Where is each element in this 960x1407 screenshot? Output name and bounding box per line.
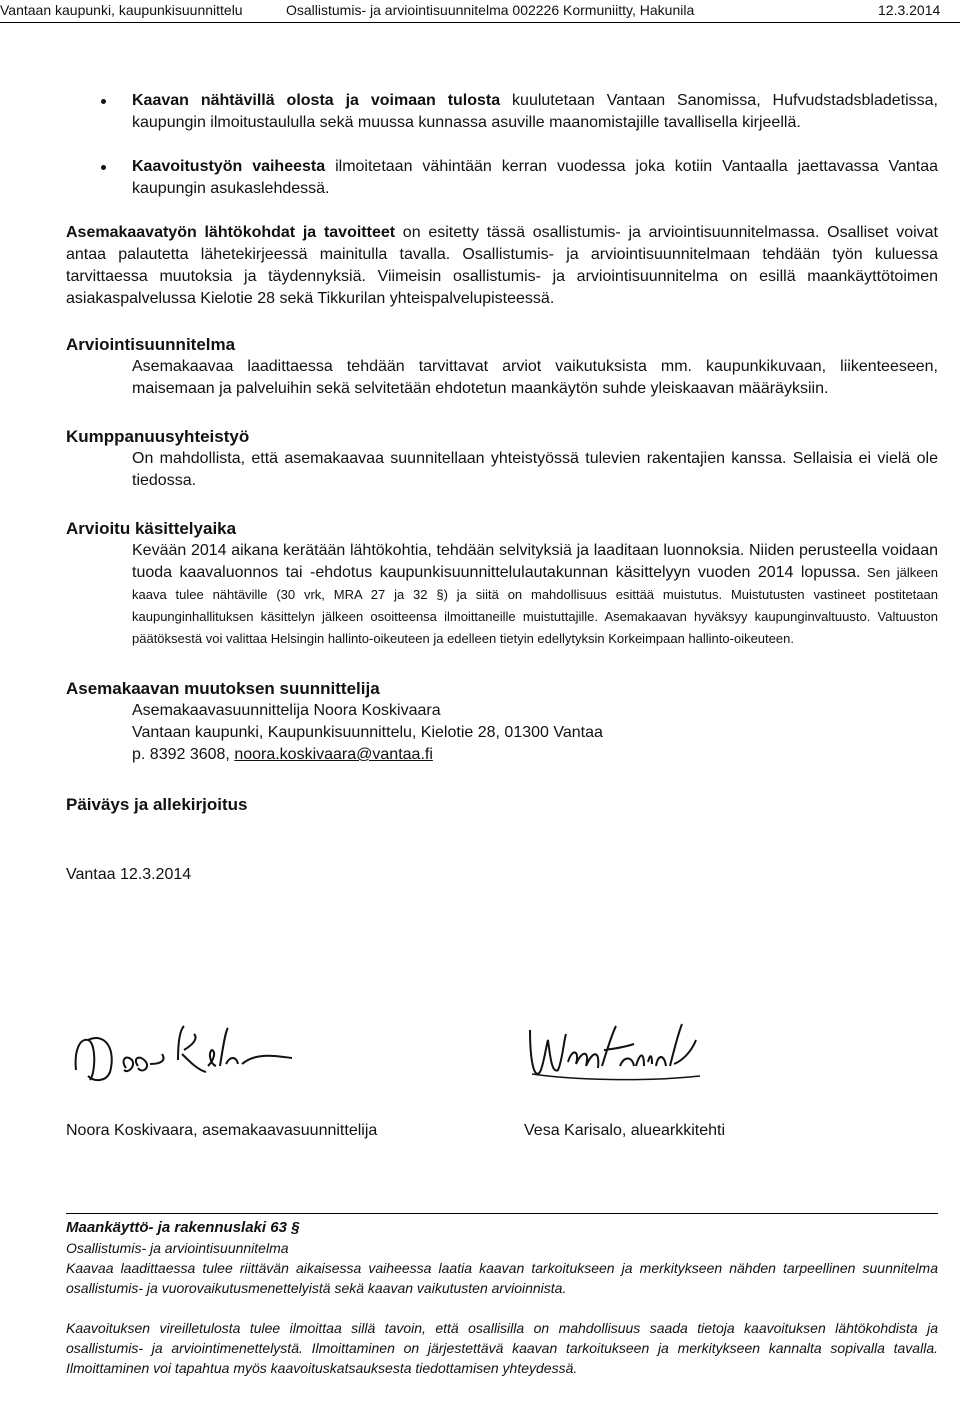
- aikataulu-text: Kevään 2014 aikana kerätään lähtökohtia, tehdään selvityksiä ja laaditaan luonnoksia. Niiden perusteella voidaan tuoda kaavaluonnos tai -ehdotus kaupunkisuunnittelulautakunnan käsittelyyn vuoden 2014 lopussa.: [132, 542, 938, 581]
- law-paragraph-1: Kaavaa laadittaessa tulee riittävän aikaisessa vaiheessa laatia kaavan tarkoitukseen ja merkitykseen nähden tarpeellinen suunnitelma osallistumis- ja vuorovaikutusmenettelyistä sekä kaavan vaikutusten arvioinnista.: [66, 1260, 938, 1296]
- suunnittelija-heading: Asemakaavan muutoksen suunnittelija: [66, 679, 380, 698]
- bullet-item: [66, 156, 938, 200]
- signature-area: [66, 1010, 938, 1150]
- law-footer: [66, 1213, 938, 1378]
- contact-email-link[interactable]: noora.koskivaara@vantaa.fi: [234, 746, 433, 763]
- contact-name: Asemakaavasuunnittelija Noora Koskivaara: [132, 702, 441, 719]
- bullet-text: ilmoitetaan vähintään kerran vuodessa joka kotiin Vantaalla jaettavassa Vantaa kaupungin asukaslehdessä.: [132, 158, 939, 197]
- law-title: Maankäyttö- ja rakennuslaki 63 §: [66, 1219, 300, 1236]
- arviointi-heading: Arviointisuunnitelma: [66, 335, 236, 354]
- header-doc-title: Osallistumis- ja arviointisuunnitelma 002226 Kormuniitty, Hakunila: [286, 2, 695, 18]
- header-date: 12.3.2014: [878, 2, 941, 18]
- arviointi-text: Asemakaavaa laadittaessa tehdään tarvittavat arviot vaikutuksista mm. kaupunkikuvaan, liikenteeseen, maisemaan ja palveluihin sekä selvitetään ehdotetun maankäytön suhde yleiskaavan määräyksiin.: [132, 358, 938, 397]
- bullet-text: kuulutetaan Vantaan Sanomissa, Hufvudstadsbladetissa, kaupungin ilmoitustaululla sekä muussa kunnassa asuville maanomistajille tavallisella kirjeellä.: [132, 92, 938, 131]
- aikataulu-small-text: Sen jälkeen kaava tulee nähtäville (30 vrk, MRA 27 ja 32 §) ja siitä on mahdollisuus esittää muistutus. Muistutusten vastineet postitetaan kaupunginhallituksen käsittelyn jälkeen osoitteensa ilmoittaneille muistuttajille. Asemakaavan hyväksyy kaupunginvaltuusto. Valtuuston päätöksestä voi valittaa Helsingin hallinto-oikeuteen ja edelleen tietyin edellytyksin Korkeimpaan hallinto-oikeuteen.: [132, 565, 938, 646]
- contact-address: Vantaan kaupunki, Kaupunkisuunnittelu, Kielotie 28, 01300 Vantaa: [132, 724, 603, 741]
- contact-phone: p. 8392 3608,: [132, 746, 235, 763]
- bullet-icon: [101, 165, 106, 170]
- signature-2-image: [524, 1010, 704, 1100]
- signature-1-image: [66, 1010, 296, 1100]
- page-header: [0, 0, 960, 23]
- signer-1-name: Noora Koskivaara, asemakaavasuunnittelija: [66, 1122, 378, 1139]
- contact-block: [66, 700, 938, 766]
- kumppanuus-text: On mahdollista, että asemakaavaa suunnitellaan yhteistyössä tulevien rakentajien kanssa. Sellaisia ei vielä ole tiedossa.: [132, 450, 938, 489]
- place-date: Vantaa 12.3.2014: [66, 866, 192, 883]
- signer-2-name: Vesa Karisalo, aluearkkitehti: [524, 1122, 725, 1139]
- signature-left: [66, 1010, 466, 1105]
- law-paragraph-2: Kaavoituksen vireilletulosta tulee ilmoittaa sillä tavoin, että osallisilla on mahdollisuus saada tietoja kaavoituksen lähtökohdista ja osallistumis- ja arviointimenettelystä. Ilmoittaminen on järjestettävä kaavan tarkoitukseen ja merkitykseen kannalta sopivalla tavalla. Ilmoittaminen voi tapahtua myös kaavoituskatsauksesta tiedottamisen yhteydessä.: [66, 1320, 938, 1376]
- aikataulu-paragraph: [66, 540, 938, 650]
- law-subtitle: Osallistumis- ja arviointisuunnitelma: [66, 1240, 289, 1256]
- intro-text: on esitetty tässä osallistumis- ja arviointisuunnitelmassa. Osalliset voivat antaa palautetta lähetekirjeessä mainitulla tavalla. Osallistumis- ja arviointisuunnitelmaan tehdään työn kuluessa tarvittaessa muutoksia ja täydennyksiä. Viimeisin osallistumis- ja arviointisuunnitelma on esillä maankäyttötoimen asiakaspalvelussa Kielotie 28 sekä Tikkurilan yhteispalvelupisteessä.: [66, 224, 939, 307]
- bullet-icon: [101, 99, 106, 104]
- allekirjoitus-heading: Päiväys ja allekirjoitus: [66, 795, 248, 814]
- aikataulu-heading: Arvioitu käsittelyaika: [66, 519, 237, 538]
- intro-paragraph: [66, 222, 938, 310]
- kumppanuus-heading: Kumppanuusyhteistyö: [66, 427, 250, 446]
- signature-right: [524, 1010, 924, 1105]
- bullet-item: [66, 90, 938, 134]
- document-body: [66, 90, 938, 886]
- intro-lead: Asemakaavatyön lähtökohdat ja tavoitteet: [66, 224, 396, 241]
- header-org: Vantaan kaupunki, kaupunkisuunnittelu: [0, 2, 243, 18]
- bullet-lead: Kaavoitustyön vaiheesta: [132, 158, 326, 175]
- contact-phone-line: [132, 744, 938, 766]
- bullet-lead: Kaavan nähtävillä olosta ja voimaan tulosta: [132, 92, 501, 109]
